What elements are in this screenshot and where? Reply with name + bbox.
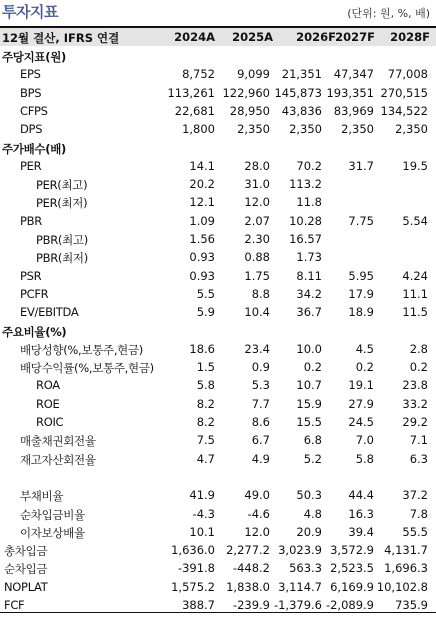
value-cell: 8.2 (196, 396, 215, 411)
value-cell: 77,008 (387, 67, 428, 82)
value-cell: 8.2 (196, 415, 215, 429)
value-cell: 388.7 (182, 598, 215, 612)
value-cell: 28,950 (229, 103, 270, 118)
value-cell: 50.3 (296, 488, 322, 503)
value-cell: -4.6 (247, 506, 270, 521)
value-cell: 735.9 (395, 598, 428, 612)
row-label: 배당성향(%,보통주,현금) (20, 342, 143, 357)
value-cell: 0.2 (303, 360, 322, 375)
table-header (0, 28, 436, 46)
value-cell: 6.7 (251, 433, 270, 448)
value-cell: 10.0 (296, 341, 322, 356)
row-label: 주가배수(배) (2, 141, 66, 156)
value-cell: -1,379.6 (273, 598, 322, 612)
value-cell: 1.73 (296, 250, 322, 265)
value-cell: 4.5 (355, 341, 374, 356)
value-cell: 8.8 (251, 286, 270, 301)
value-cell: 270,515 (380, 85, 428, 100)
value-cell: 2,350 (237, 122, 270, 137)
table-row (0, 193, 436, 211)
value-cell: 563.3 (289, 561, 322, 576)
row-label: 매출채권회전율 (20, 434, 96, 449)
value-cell: 2,350 (395, 122, 428, 137)
value-cell: 0.9 (251, 360, 270, 375)
value-cell: 5.95 (348, 268, 374, 283)
table-row (0, 267, 436, 285)
value-cell: 10.1 (189, 524, 215, 539)
row-label: 배당수익률(%,보통주,현금) (20, 361, 154, 376)
value-cell: 1.75 (244, 268, 270, 283)
value-cell: 4.7 (196, 451, 215, 466)
row-label: PBR(최저) (36, 251, 88, 266)
section-header-row (0, 139, 436, 157)
header-year: 2024A (174, 30, 215, 44)
value-cell: 8.11 (296, 268, 322, 283)
value-cell: 83,969 (333, 103, 374, 118)
table-row (0, 450, 436, 468)
value-cell: 3,023.9 (278, 543, 322, 558)
row-label: BPS (20, 85, 42, 100)
header-label: 12월 결산, IFRS 연결 (2, 31, 120, 45)
value-cell: 44.4 (348, 488, 374, 503)
value-cell: 113.2 (289, 177, 322, 192)
unit-note: (단위: 원, %, 배) (347, 7, 430, 20)
row-label: 부채비율 (20, 489, 64, 504)
value-cell: 1,636.0 (171, 543, 215, 558)
table-row (0, 431, 436, 449)
value-cell: 1.56 (189, 232, 215, 246)
value-cell: -448.2 (232, 561, 270, 576)
table-row (0, 65, 436, 83)
value-cell: 22,681 (174, 103, 215, 118)
value-cell: 9,099 (237, 67, 270, 82)
value-cell: 5.8 (196, 378, 215, 393)
row-label: FCF (4, 598, 25, 612)
page-title: 투자지표 (2, 3, 58, 21)
value-cell: 14.1 (189, 158, 215, 173)
value-cell: 0.93 (189, 250, 215, 265)
value-cell: -239.9 (232, 598, 270, 612)
row-label: DPS (20, 122, 43, 137)
value-cell: 55.5 (402, 524, 428, 539)
value-cell: 5.9 (196, 305, 215, 320)
value-cell: 122,960 (222, 85, 270, 100)
value-cell: 12.0 (244, 524, 270, 539)
table-row (0, 505, 436, 523)
value-cell: 1,838.0 (226, 579, 270, 594)
value-cell: 29.2 (402, 415, 428, 429)
table-row (0, 84, 436, 102)
row-label: ROIC (36, 415, 64, 429)
value-cell: 36.7 (296, 305, 322, 320)
value-cell: 7.0 (355, 433, 374, 448)
value-cell: 2.30 (244, 232, 270, 246)
table-row (0, 248, 436, 266)
row-label: 이자보상배율 (20, 525, 85, 540)
value-cell: 17.9 (348, 286, 374, 301)
table-row (0, 120, 436, 138)
value-cell: 10.4 (244, 305, 270, 320)
table-row (0, 486, 436, 504)
value-cell: 0.2 (355, 360, 374, 375)
table-row (0, 340, 436, 358)
value-cell: 4.8 (303, 506, 322, 521)
row-label: PSR (20, 268, 42, 283)
value-cell: 70.2 (296, 158, 322, 173)
value-cell: 5.8 (355, 451, 374, 466)
value-cell: 11.8 (296, 195, 322, 210)
value-cell: 15.9 (296, 396, 322, 411)
value-cell: 0.2 (409, 360, 428, 375)
value-cell: 1,800 (182, 122, 215, 137)
value-cell: 3,572.9 (330, 543, 374, 558)
value-cell: 24.5 (348, 415, 374, 429)
value-cell: 39.4 (348, 524, 374, 539)
value-cell: 41.9 (189, 488, 215, 503)
value-cell: 16.57 (289, 232, 322, 246)
value-cell: 5.3 (251, 378, 270, 393)
value-cell: 134,522 (380, 103, 428, 118)
value-cell: 10,102.8 (376, 579, 428, 594)
value-cell: -4.3 (192, 506, 215, 521)
header-year: 2027F (335, 30, 375, 44)
value-cell: 11.5 (402, 305, 428, 320)
row-label: ROA (36, 378, 60, 393)
row-label: NOPLAT (4, 579, 48, 594)
value-cell: 5.5 (196, 286, 215, 301)
row-label: PER(최고) (36, 178, 88, 193)
value-cell: 1,575.2 (171, 579, 215, 594)
value-cell: 7.1 (409, 433, 428, 448)
table-row (0, 468, 436, 486)
value-cell: 37.2 (402, 488, 428, 503)
table-row (0, 559, 436, 577)
table-row (0, 358, 436, 376)
value-cell: 20.9 (296, 524, 322, 539)
bottom-rule (0, 612, 436, 613)
value-cell: 31.7 (348, 158, 374, 173)
table-row (0, 303, 436, 321)
value-cell: 10.28 (289, 213, 322, 228)
row-label: PCFR (20, 286, 49, 301)
header-year: 2026F (296, 30, 336, 44)
table-row (0, 523, 436, 541)
row-label: EPS (20, 67, 41, 82)
value-cell: 18.6 (189, 341, 215, 356)
value-cell: 5.54 (402, 213, 428, 228)
value-cell: 23.8 (402, 378, 428, 393)
value-cell: 18.9 (348, 305, 374, 320)
value-cell: 19.1 (348, 378, 374, 393)
table-row (0, 578, 436, 596)
value-cell: 11.1 (402, 286, 428, 301)
value-cell: -391.8 (177, 561, 215, 576)
row-label: PER(최저) (36, 196, 88, 211)
value-cell: 10.7 (296, 378, 322, 393)
value-cell: 28.0 (244, 158, 270, 173)
value-cell: 4,131.7 (384, 543, 428, 558)
value-cell: 193,351 (326, 85, 374, 100)
value-cell: 23.4 (244, 341, 270, 356)
section-header-row (0, 47, 436, 65)
value-cell: 1.09 (189, 213, 215, 228)
value-cell: 19.5 (402, 158, 428, 173)
value-cell: 20.2 (189, 177, 215, 192)
row-label: PBR(최고) (36, 233, 88, 247)
value-cell: 16.3 (348, 506, 374, 521)
row-label: PBR (20, 213, 42, 228)
table-row (0, 102, 436, 120)
value-cell: 33.2 (402, 396, 428, 411)
row-label: 순차입금비율 (20, 507, 85, 522)
row-label: 재고자산회전율 (20, 452, 96, 467)
value-cell: 34.2 (296, 286, 322, 301)
value-cell: 7.5 (196, 433, 215, 448)
value-cell: 6,169.9 (330, 579, 374, 594)
row-label: EV/EBITDA (20, 305, 79, 320)
value-cell: 12.1 (189, 195, 215, 210)
value-cell: 27.9 (348, 396, 374, 411)
value-cell: 2,523.5 (330, 561, 374, 576)
value-cell: 4.9 (251, 451, 270, 466)
value-cell: 6.3 (409, 451, 428, 466)
value-cell: 4.24 (402, 268, 428, 283)
value-cell: 1.5 (196, 360, 215, 375)
row-label: 총차입금 (4, 544, 48, 559)
table-row (0, 285, 436, 303)
table-row (0, 541, 436, 559)
value-cell: 2,277.2 (226, 543, 270, 558)
value-cell: 5.2 (303, 451, 322, 466)
value-cell: 0.93 (189, 268, 215, 283)
value-cell: 8,752 (182, 67, 215, 82)
table-row (0, 175, 436, 193)
value-cell: 8.6 (251, 415, 270, 429)
value-cell: 2.07 (244, 213, 270, 228)
header-year: 2025A (232, 30, 273, 44)
table-row (0, 230, 436, 248)
value-cell: 15.5 (296, 415, 322, 429)
row-label: ROE (36, 396, 60, 411)
table-row (0, 395, 436, 413)
value-cell: 6.8 (303, 433, 322, 448)
value-cell: 145,873 (274, 85, 322, 100)
section-header-row (0, 322, 436, 340)
value-cell: -2,089.9 (325, 598, 374, 612)
value-cell: 21,351 (281, 67, 322, 82)
value-cell: 12.0 (244, 195, 270, 210)
header-year: 2028F (390, 30, 430, 44)
value-cell: 113,261 (167, 85, 215, 100)
row-label: 주당지표(원) (2, 50, 66, 64)
table-row (0, 157, 436, 175)
value-cell: 7.75 (348, 213, 374, 228)
value-cell: 1,696.3 (384, 561, 428, 576)
value-cell: 3,114.7 (278, 579, 322, 594)
value-cell: 49.0 (244, 488, 270, 503)
value-cell: 7.7 (251, 396, 270, 411)
table-row (0, 212, 436, 230)
row-label: 순차입금 (4, 562, 48, 577)
value-cell: 2,350 (289, 122, 322, 137)
table-row (0, 376, 436, 394)
value-cell: 2,350 (341, 122, 374, 137)
value-cell: 43,836 (281, 103, 322, 118)
value-cell: 7.8 (409, 506, 428, 521)
row-label: 주요비율(%) (2, 324, 67, 339)
value-cell: 0.88 (244, 250, 270, 265)
value-cell: 47,347 (333, 67, 374, 82)
value-cell: 2.8 (409, 341, 428, 356)
table-row (0, 413, 436, 431)
row-label: PER (20, 158, 42, 173)
row-label: CFPS (20, 103, 48, 118)
value-cell: 31.0 (244, 177, 270, 192)
